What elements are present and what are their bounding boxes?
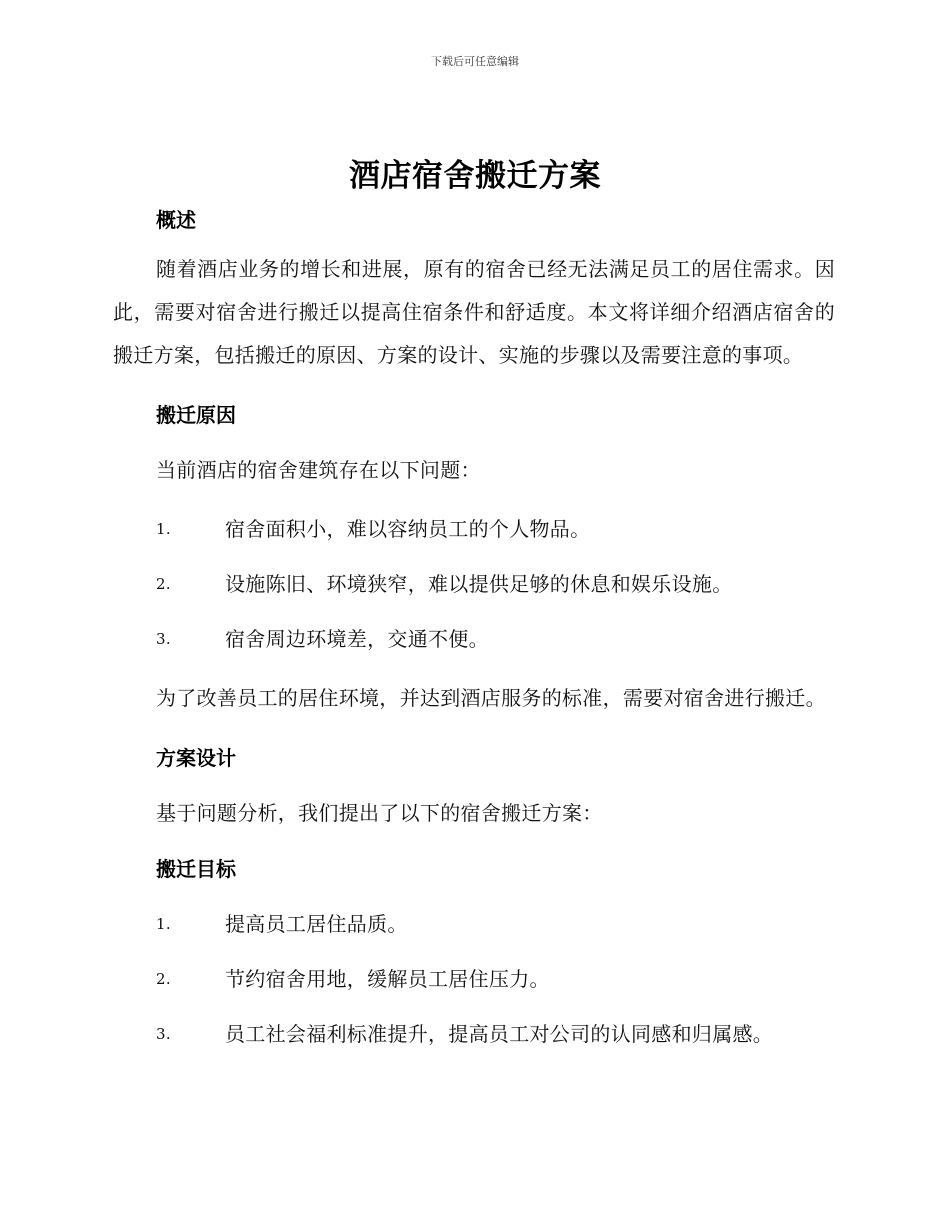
list-item-number: 2. — [156, 970, 171, 988]
document-title: 酒店宿舍搬迁方案 — [349, 158, 601, 194]
list-item-text: 提高员工居住品质。 — [225, 912, 408, 936]
list-item-number: 1. — [156, 915, 171, 933]
list-item-number: 3. — [156, 1025, 171, 1043]
overview-paragraph: 随着酒店业务的增长和进展，原有的宿舍已经无法满足员工的居住需求。因此，需要对宿舍进行搬迁以提高住宿条件和舒适度。本文将详细介绍酒店宿舍的搬迁方案，包括搬迁的原因、方案的设计、实施的步骤以及需要注意的事项。 — [113, 257, 835, 367]
page-header-note: 下载后可任意编辑 — [431, 55, 519, 68]
list-item-text: 节约宿舍用地，缓解员工居住压力。 — [225, 967, 550, 991]
reasons-list — [113, 502, 835, 667]
section-heading-goals: 搬迁目标 — [156, 857, 236, 881]
design-intro: 基于问题分析，我们提出了以下的宿舍搬迁方案： — [156, 801, 603, 825]
section-heading-reasons: 搬迁原因 — [156, 403, 236, 427]
list-item-text: 设施陈旧、环境狭窄，难以提供足够的休息和娱乐设施。 — [225, 572, 733, 596]
list-item — [113, 897, 835, 952]
list-item — [113, 952, 835, 1007]
list-item-text: 员工社会福利标准提升，提高员工对公司的认同感和归属感。 — [225, 1022, 774, 1046]
reasons-conclusion: 为了改善员工的居住环境，并达到酒店服务的标准，需要对宿舍进行搬迁。 — [156, 686, 826, 710]
list-item — [113, 557, 835, 612]
section-heading-design: 方案设计 — [156, 746, 236, 770]
list-item — [113, 612, 835, 667]
goals-list — [113, 897, 835, 1062]
list-item-text: 宿舍周边环境差，交通不便。 — [225, 627, 489, 651]
list-item — [113, 1007, 835, 1062]
list-item-number: 2. — [156, 575, 171, 593]
reasons-intro: 当前酒店的宿舍建筑存在以下问题： — [156, 458, 481, 482]
list-item-text: 宿舍面积小，难以容纳员工的个人物品。 — [225, 517, 591, 541]
list-item-number: 1. — [156, 520, 171, 538]
document-body — [113, 202, 835, 1062]
list-item — [113, 502, 835, 557]
section-heading-overview: 概述 — [156, 208, 196, 232]
list-item-number: 3. — [156, 630, 171, 648]
